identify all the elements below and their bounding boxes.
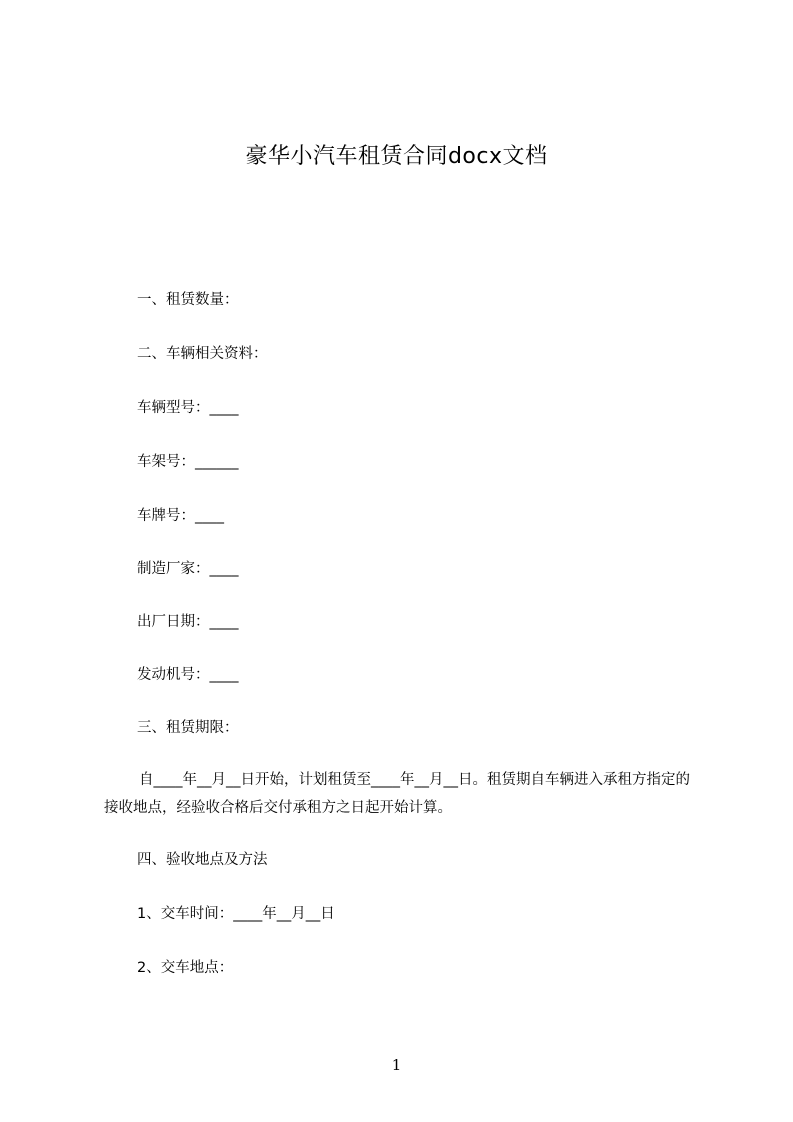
- section-heading-vehicle-info: 二、车辆相关资料：: [137, 346, 268, 362]
- field-license-plate: 车牌号：____: [137, 508, 224, 524]
- field-vehicle-model: 车辆型号：____: [137, 400, 239, 416]
- field-delivery-time: 1、交车时间：____年__月__日: [137, 906, 335, 922]
- field-engine-number: 发动机号：____: [137, 667, 239, 683]
- section-heading-rental-term: 三、租赁期限：: [137, 720, 239, 736]
- page-number: 1: [391, 1056, 402, 1074]
- rental-term-paragraph: 自____年__月__日开始，计划租赁至____年__月__日。租赁期自车辆进入承租方指定的接收地点，经验收合格后交付承租方之日起开始计算。: [104, 772, 690, 816]
- field-chassis-number: 车架号：______: [137, 454, 239, 470]
- section-heading-acceptance: 四、验收地点及方法: [137, 852, 268, 868]
- field-delivery-location: 2、交车地点：: [137, 960, 234, 976]
- field-manufacturer: 制造厂家：____: [137, 561, 239, 577]
- field-production-date: 出厂日期：____: [137, 614, 239, 630]
- section-heading-rental-quantity: 一、租赁数量：: [137, 292, 239, 308]
- document-title: 豪华小汽车租赁合同docx文档: [245, 144, 548, 169]
